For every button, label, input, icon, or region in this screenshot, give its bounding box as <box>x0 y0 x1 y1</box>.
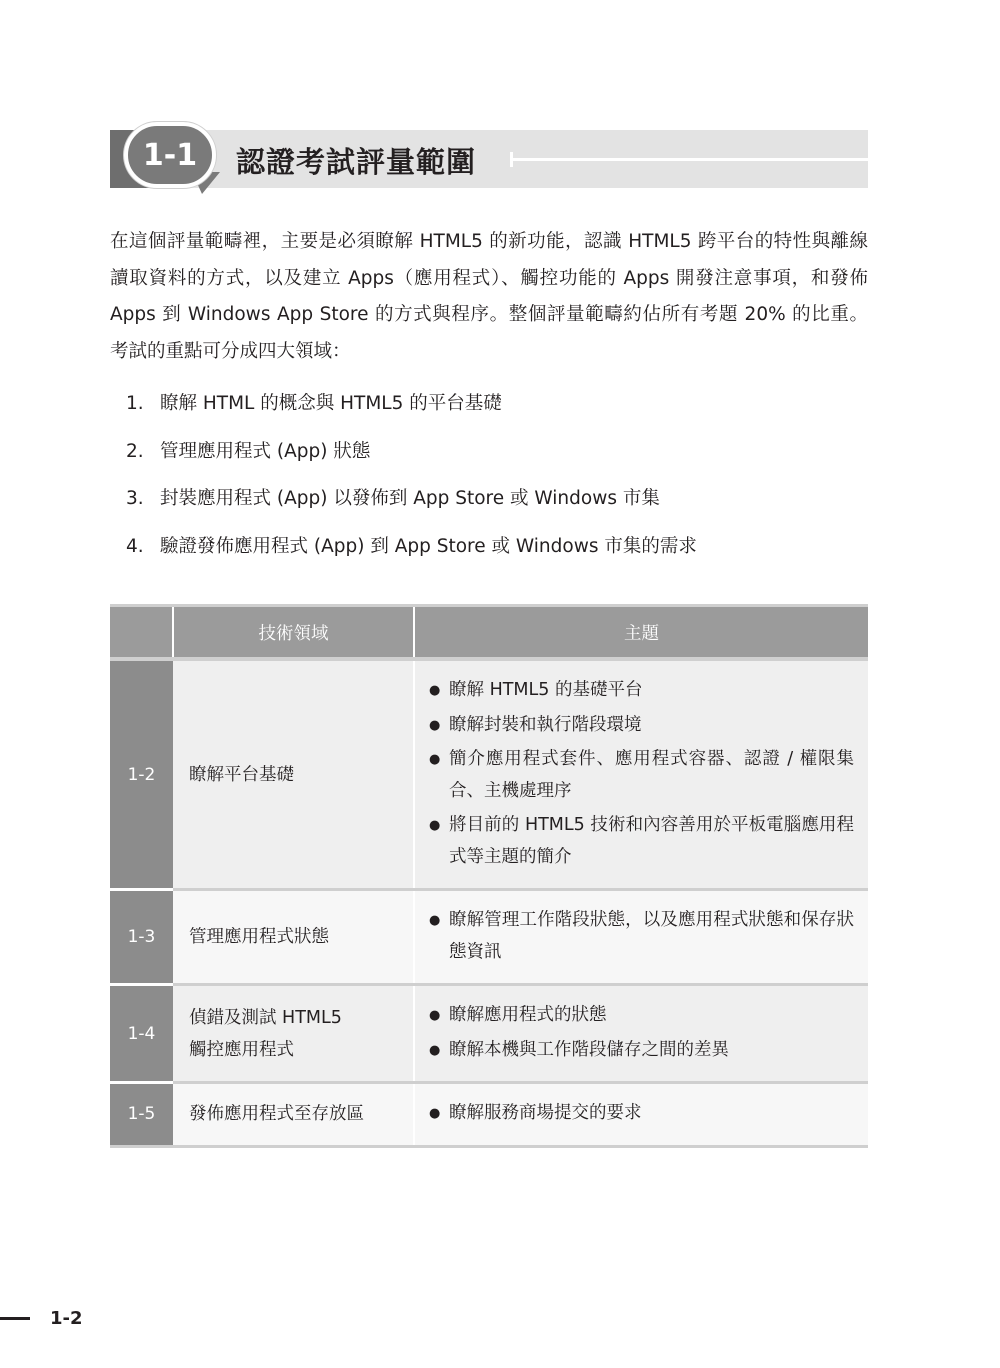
table-header-row <box>110 607 868 659</box>
row-topics <box>414 1083 868 1147</box>
topic-item: ● 瞭解應用程式的狀態 <box>429 1000 854 1032</box>
section-header <box>110 122 868 194</box>
topic-list <box>429 905 854 968</box>
domain-list-item <box>126 481 697 529</box>
topic-item: ● 瞭解封裝和執行階段環境 <box>429 710 854 742</box>
row-domain-line: 觸控應用程式 <box>189 1039 294 1060</box>
header-domain: 技術領域 <box>173 607 414 659</box>
domain-text: 驗證發佈應用程式 (App) 到 App Store 或 Windows 市集的需求 <box>160 535 697 557</box>
bullet-icon: ● <box>429 818 441 833</box>
row-domain: 發佈應用程式至存放區 <box>173 1083 414 1147</box>
row-id: 1-3 <box>110 890 173 985</box>
row-domain <box>173 985 414 1083</box>
topic-item: ● 簡介應用程式套件、應用程式容器、認證 / 權限集合、主機處理序 <box>429 744 854 807</box>
row-topics <box>414 985 868 1083</box>
domain-list-item <box>126 386 697 434</box>
topic-list <box>429 675 854 873</box>
row-domain: 瞭解平台基礎 <box>173 659 414 890</box>
row-id: 1-4 <box>110 985 173 1083</box>
bullet-icon: ● <box>429 717 441 733</box>
topic-item: ● 瞭解本機與工作階段儲存之間的差異 <box>429 1035 854 1067</box>
topic-item: ● 瞭解管理工作階段狀態，以及應用程式狀態和保存狀態資訊 <box>429 905 854 968</box>
table-row <box>110 659 868 890</box>
intro-paragraph: 在這個評量範疇裡，主要是必須瞭解 HTML5 的新功能，認識 HTML5 跨平台的特性與離線讀取資料的方式，以及建立 Apps（應用程式）、觸控功能的 Apps 開發注意事項，和發佈 Apps 到 Windows App Store 的方式與程序。整個評量範疇約佔所有考題 20% 的比重。考試的重點可分成四大領域： <box>110 231 868 362</box>
bullet-icon: ● <box>429 752 441 767</box>
title-rule <box>512 158 868 161</box>
table-row <box>110 985 868 1083</box>
row-id: 1-5 <box>110 1083 173 1147</box>
bullet-icon: ● <box>429 683 441 698</box>
exam-scope-table <box>110 604 868 1148</box>
bullet-icon: ● <box>429 913 441 928</box>
row-topics <box>414 659 868 890</box>
topic-list <box>429 1098 854 1130</box>
domain-text: 瞭解 HTML 的概念與 HTML5 的平台基礎 <box>160 393 502 414</box>
topic-item: ● 將目前的 HTML5 技術和內容善用於平板電腦應用程式等主題的簡介 <box>429 810 854 873</box>
row-id: 1-2 <box>110 659 173 890</box>
row-domain: 管理應用程式狀態 <box>173 890 414 985</box>
section-title: 認證考試評量範圍 <box>236 145 477 179</box>
domain-list-item <box>126 529 697 577</box>
topic-item: ● 瞭解服務商場提交的要求 <box>429 1098 854 1130</box>
domain-number: 1. <box>126 393 144 414</box>
domain-number: 2. <box>126 440 144 462</box>
domain-list-item <box>126 434 697 482</box>
header-id <box>110 607 173 659</box>
page-number: 1-2 <box>50 1308 83 1329</box>
table-row <box>110 1083 868 1147</box>
row-topics <box>414 890 868 985</box>
domain-number: 4. <box>126 535 144 557</box>
domain-text: 封裝應用程式 (App) 以發佈到 App Store 或 Windows 市集 <box>160 488 660 509</box>
topic-item: ● 瞭解 HTML5 的基礎平台 <box>429 675 854 707</box>
section-number-badge <box>124 122 216 188</box>
domain-number: 3. <box>126 488 144 509</box>
bullet-icon: ● <box>429 1106 441 1121</box>
section-number: 1-1 <box>142 137 198 173</box>
domain-text: 管理應用程式 (App) 狀態 <box>160 440 371 462</box>
bullet-icon: ● <box>429 1042 441 1058</box>
row-domain-line: 偵錯及測試 HTML5 <box>189 1007 342 1028</box>
footer-rule <box>0 1317 30 1320</box>
scope-table <box>110 607 868 1148</box>
topic-list <box>429 1000 854 1066</box>
bullet-icon: ● <box>429 1008 441 1023</box>
header-topics: 主題 <box>414 607 868 659</box>
table-row <box>110 890 868 985</box>
domain-list <box>126 386 697 576</box>
